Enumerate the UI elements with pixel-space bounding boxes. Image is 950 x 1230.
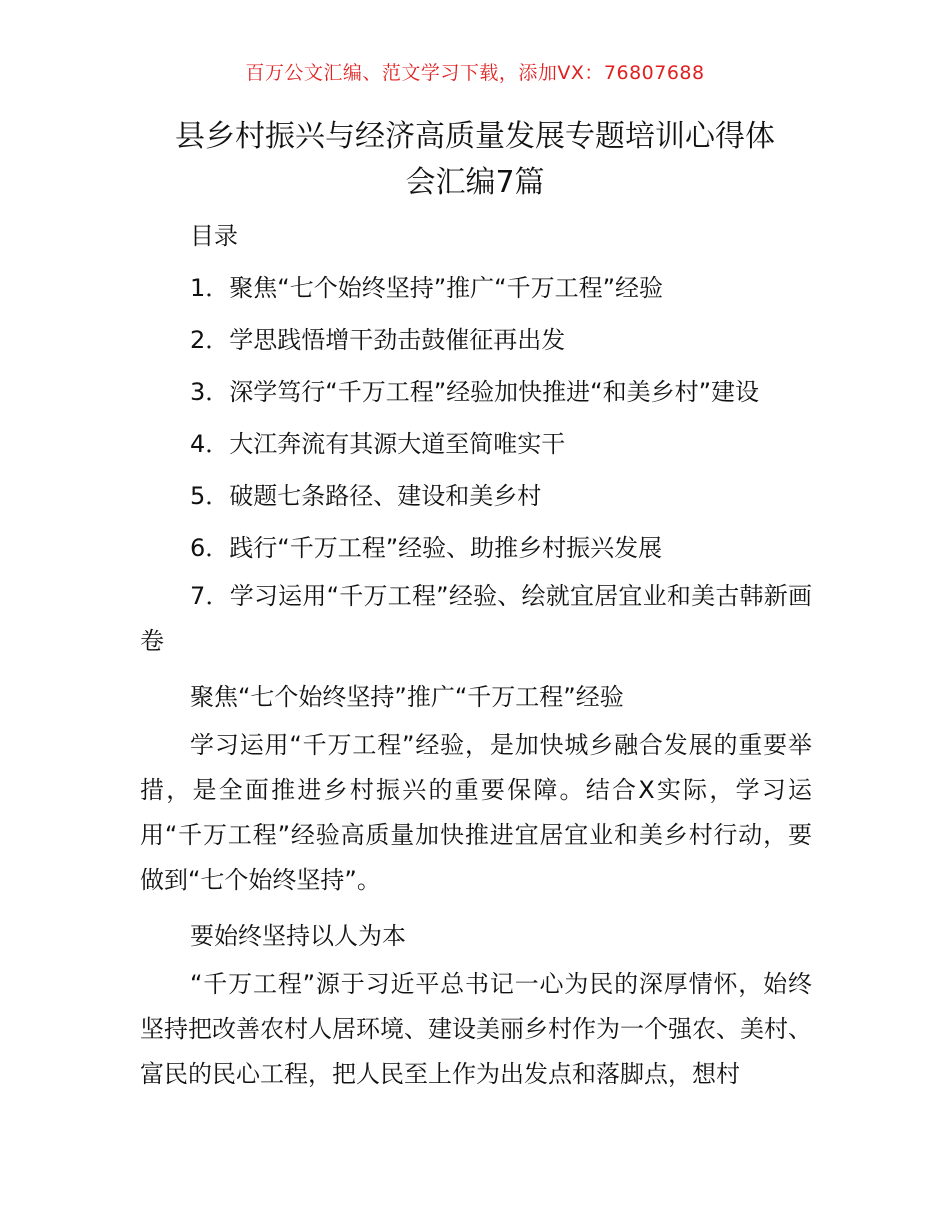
toc-item-7: 7．学习运用“千万工程”经验、绘就宜居宜业和美古韩新画卷 bbox=[140, 582, 812, 655]
paragraph-1: 学习运用“千万工程”经验，是加快城乡融合发展的重要举措，是全面推进乡村振兴的重要保障。结合X实际，学习运用“千万工程”经验高质量加快推进宜居宜业和美乡村行动，要做到“七个始终坚持”。 bbox=[140, 731, 812, 894]
toc-item-1: 1．聚焦“七个始终坚持”推广“千万工程”经验 bbox=[190, 274, 664, 302]
toc-heading: 目录 bbox=[190, 222, 238, 250]
toc-item-3: 3．深学笃行“千万工程”经验加快推进“和美乡村”建设 bbox=[190, 378, 760, 406]
document-title bbox=[120, 114, 830, 206]
section-heading: 聚焦“七个始终坚持”推广“千万工程”经验 bbox=[190, 683, 624, 711]
title-line-1: 县乡村振兴与经济高质量发展专题培训心得体 bbox=[175, 119, 775, 154]
title-line-2: 会汇编7篇 bbox=[405, 165, 545, 200]
watermark-text: 百万公文汇编、范文学习下载，添加VX：76807688 bbox=[245, 62, 705, 84]
subheading-1: 要始终坚持以人为本 bbox=[190, 922, 406, 950]
toc-item-4: 4．大江奔流有其源大道至简唯实干 bbox=[190, 430, 566, 458]
toc-item-6: 6．践行“千万工程”经验、助推乡村振兴发展 bbox=[190, 534, 663, 562]
toc-item-2: 2．学思践悟增干劲击鼓催征再出发 bbox=[190, 326, 566, 354]
paragraph-2: “千万工程”源于习近平总书记一心为民的深厚情怀，始终坚持把改善农村人居环境、建设美丽乡村作为一个强农、美村、富民的民心工程，把人民至上作为出发点和落脚点，想村 bbox=[140, 970, 812, 1088]
document-body bbox=[140, 210, 812, 1104]
toc-item-5: 5．破题七条路径、建设和美乡村 bbox=[190, 482, 542, 510]
